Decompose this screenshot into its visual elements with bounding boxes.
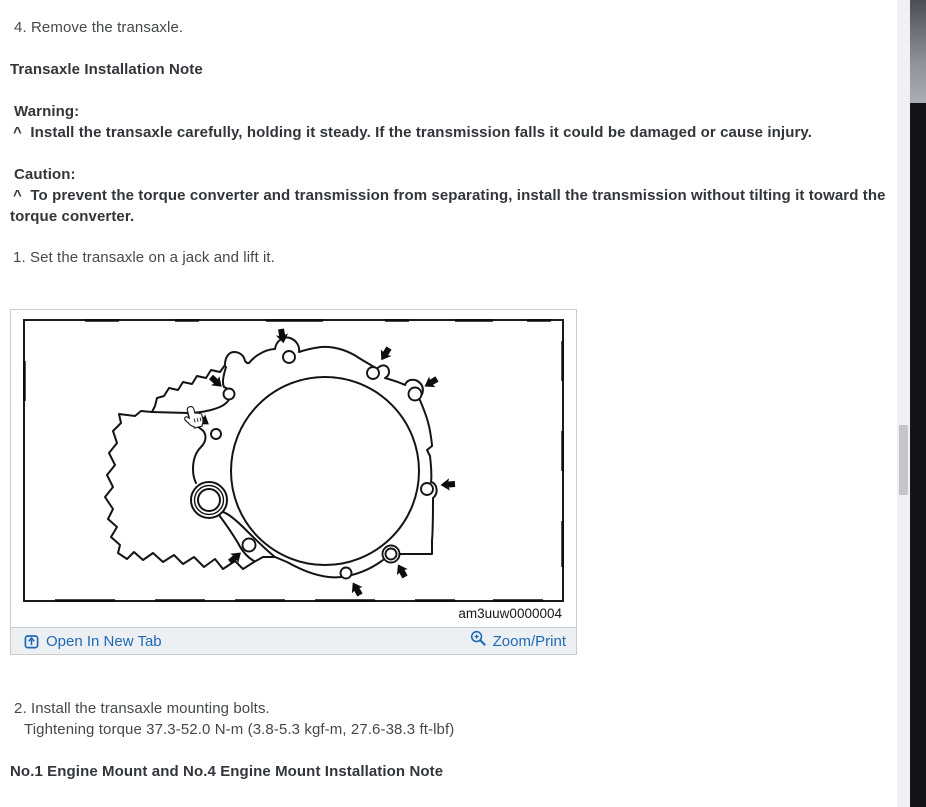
step-set-on-jack: 1. Set the transaxle on a jack and lift it. xyxy=(13,249,275,266)
torque-spec: Tightening torque 37.3-52.0 N-m (3.8-5.3 kgf-m, 27.6-38.3 ft-lbf) xyxy=(24,721,455,738)
step-remove-transaxle: 4. Remove the transaxle. xyxy=(14,19,184,36)
figure-toolbar xyxy=(11,627,576,654)
section-title-engine-mount-note: No.1 Engine Mount and No.4 Engine Mount Installation Note xyxy=(10,763,444,780)
figure-caption: am3uuw0000004 xyxy=(458,606,562,621)
warning-label: Warning: xyxy=(14,103,80,120)
step-install-bolts: 2. Install the transaxle mounting bolts. xyxy=(14,700,270,717)
caution-text-line2: torque converter. xyxy=(10,208,135,225)
figure-container xyxy=(10,309,577,655)
transaxle-diagram[interactable] xyxy=(23,319,564,602)
magnifier-plus-icon xyxy=(470,630,486,646)
zoom-print-label: Zoom/Print xyxy=(492,632,566,650)
scrollbar-track[interactable] xyxy=(897,0,910,807)
zoom-print-link[interactable] xyxy=(470,633,566,650)
warning-text: ^ Install the transaxle carefully, holding it steady. If the transmission falls it could be damaged or cause injury. xyxy=(13,124,812,141)
open-in-new-tab-icon xyxy=(24,634,39,649)
section-title-transaxle-installation-note: Transaxle Installation Note xyxy=(10,61,203,78)
open-in-new-tab-link[interactable] xyxy=(24,633,162,650)
caution-label: Caution: xyxy=(14,166,76,183)
caution-text-line1: ^ To prevent the torque converter and transmission from separating, install the transmission without tilting it toward the xyxy=(13,187,886,204)
scrollbar-thumb[interactable] xyxy=(899,425,908,495)
window-edge-gradient xyxy=(910,0,926,103)
open-in-new-tab-label: Open In New Tab xyxy=(46,632,162,650)
window-edge-strip xyxy=(910,0,926,807)
